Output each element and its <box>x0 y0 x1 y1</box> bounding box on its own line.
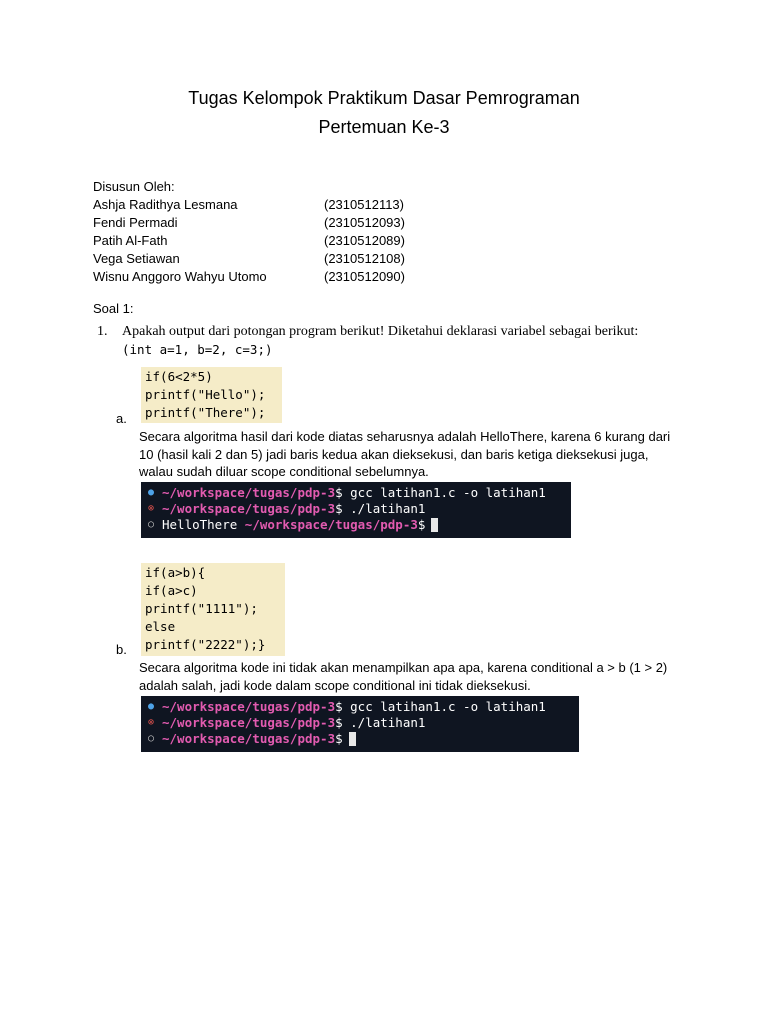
document-title: Tugas Kelompok Praktikum Dasar Pemrograman <box>188 88 580 108</box>
terminal-command: ./latihan1 <box>350 715 426 730</box>
member-nim: (2310512093) <box>324 215 405 230</box>
question-number: 1. <box>97 324 108 339</box>
member-row <box>93 250 405 268</box>
member-name: Patih Al-Fath <box>93 233 168 248</box>
member-row <box>93 232 405 250</box>
code-line: if(a>b){ <box>145 565 206 580</box>
member-nim: (2310512090) <box>324 269 405 284</box>
prompt-path: ~/workspace/tugas/pdp-3 <box>162 485 336 500</box>
terminal-command: gcc latihan1.c -o latihan1 <box>350 485 546 500</box>
terminal-screenshot-b <box>141 696 579 752</box>
question-text-block <box>122 323 677 360</box>
document-subtitle: Pertemuan Ke-3 <box>318 117 450 137</box>
terminal-line: ○ ~/workspace/tugas/pdp-3 $ <box>148 731 579 747</box>
member-nim: (2310512089) <box>324 233 405 248</box>
error-circle-icon: ⊗ <box>148 717 155 728</box>
terminal-cursor <box>431 518 438 532</box>
prompt-path: ~/workspace/tugas/pdp-3 <box>162 731 336 746</box>
success-dot-icon: ● <box>148 487 155 498</box>
terminal-line: ● ~/workspace/tugas/pdp-3 $ gcc latihan1.c -o latihan1 <box>148 699 546 714</box>
member-name: Vega Setiawan <box>93 251 180 266</box>
item-letter-b: b. <box>116 642 127 657</box>
code-snippet-b <box>141 563 285 656</box>
idle-circle-icon: ○ <box>148 733 155 744</box>
member-nim: (2310512113) <box>324 197 404 212</box>
member-nim: (2310512108) <box>324 251 405 266</box>
prepared-by-label: Disusun Oleh: <box>93 179 175 194</box>
prompt-path: ~/workspace/tugas/pdp-3 <box>162 699 336 714</box>
success-dot-icon: ● <box>148 701 155 712</box>
prompt-path: ~/workspace/tugas/pdp-3 <box>162 501 336 516</box>
member-row <box>93 196 405 214</box>
prepared-by-section <box>93 178 405 286</box>
code-line: else <box>145 619 176 634</box>
question-text: Apakah output dari potongan program berikut! Diketahui deklarasi variabel sebagai berikut: <box>122 324 639 339</box>
terminal-line: ⊗ ~/workspace/tugas/pdp-3 $ ./latihan1 <box>148 501 426 516</box>
explanation-b: Secara algoritma kode ini tidak akan menampilkan apa apa, karena conditional a > b (1 > 2) adalah salah, jadi kode dalam scope conditional ini tidak dieksekusi. <box>139 660 668 693</box>
code-snippet-a <box>141 367 282 423</box>
code-line: if(a>c) <box>145 583 198 598</box>
variable-declaration: (int a=1, b=2, c=3;) <box>122 342 273 357</box>
code-line: printf("There"); <box>145 405 266 420</box>
terminal-command: gcc latihan1.c -o latihan1 <box>350 699 546 714</box>
code-line: printf("Hello"); <box>145 387 266 402</box>
member-name: Fendi Permadi <box>93 215 178 230</box>
code-line: printf("2222");} <box>145 637 266 652</box>
prompt-path: ~/workspace/tugas/pdp-3 <box>244 517 418 532</box>
terminal-line: ○ HelloThere ~/workspace/tugas/pdp-3 $ <box>148 517 571 533</box>
member-row <box>93 214 405 232</box>
error-circle-icon: ⊗ <box>148 503 155 514</box>
program-output: HelloThere <box>162 517 245 532</box>
member-row <box>93 268 405 286</box>
member-name: Ashja Radithya Lesmana <box>93 197 238 212</box>
prompt-path: ~/workspace/tugas/pdp-3 <box>162 715 336 730</box>
soal-label: Soal 1: <box>93 301 134 316</box>
code-line: if(6<2*5) <box>145 369 213 384</box>
code-line: printf("1111"); <box>145 601 258 616</box>
terminal-line: ⊗ ~/workspace/tugas/pdp-3 $ ./latihan1 <box>148 715 426 730</box>
terminal-command: ./latihan1 <box>350 501 426 516</box>
terminal-screenshot-a <box>141 482 571 538</box>
terminal-cursor <box>349 732 356 746</box>
terminal-line: ● ~/workspace/tugas/pdp-3 $ gcc latihan1.c -o latihan1 <box>148 485 546 500</box>
explanation-a: Secara algoritma hasil dari kode diatas seharusnya adalah HelloThere, karena 6 kurang dari 10 (hasil kali 2 dan 5) jadi baris kedua akan dieksekusi, dan baris ketiga dieksekusi juga, walau sudah diluar scope conditional sebelumnya. <box>139 429 671 479</box>
member-name: Wisnu Anggoro Wahyu Utomo <box>93 269 267 284</box>
idle-circle-icon: ○ <box>148 519 155 530</box>
item-letter-a: a. <box>116 411 127 426</box>
